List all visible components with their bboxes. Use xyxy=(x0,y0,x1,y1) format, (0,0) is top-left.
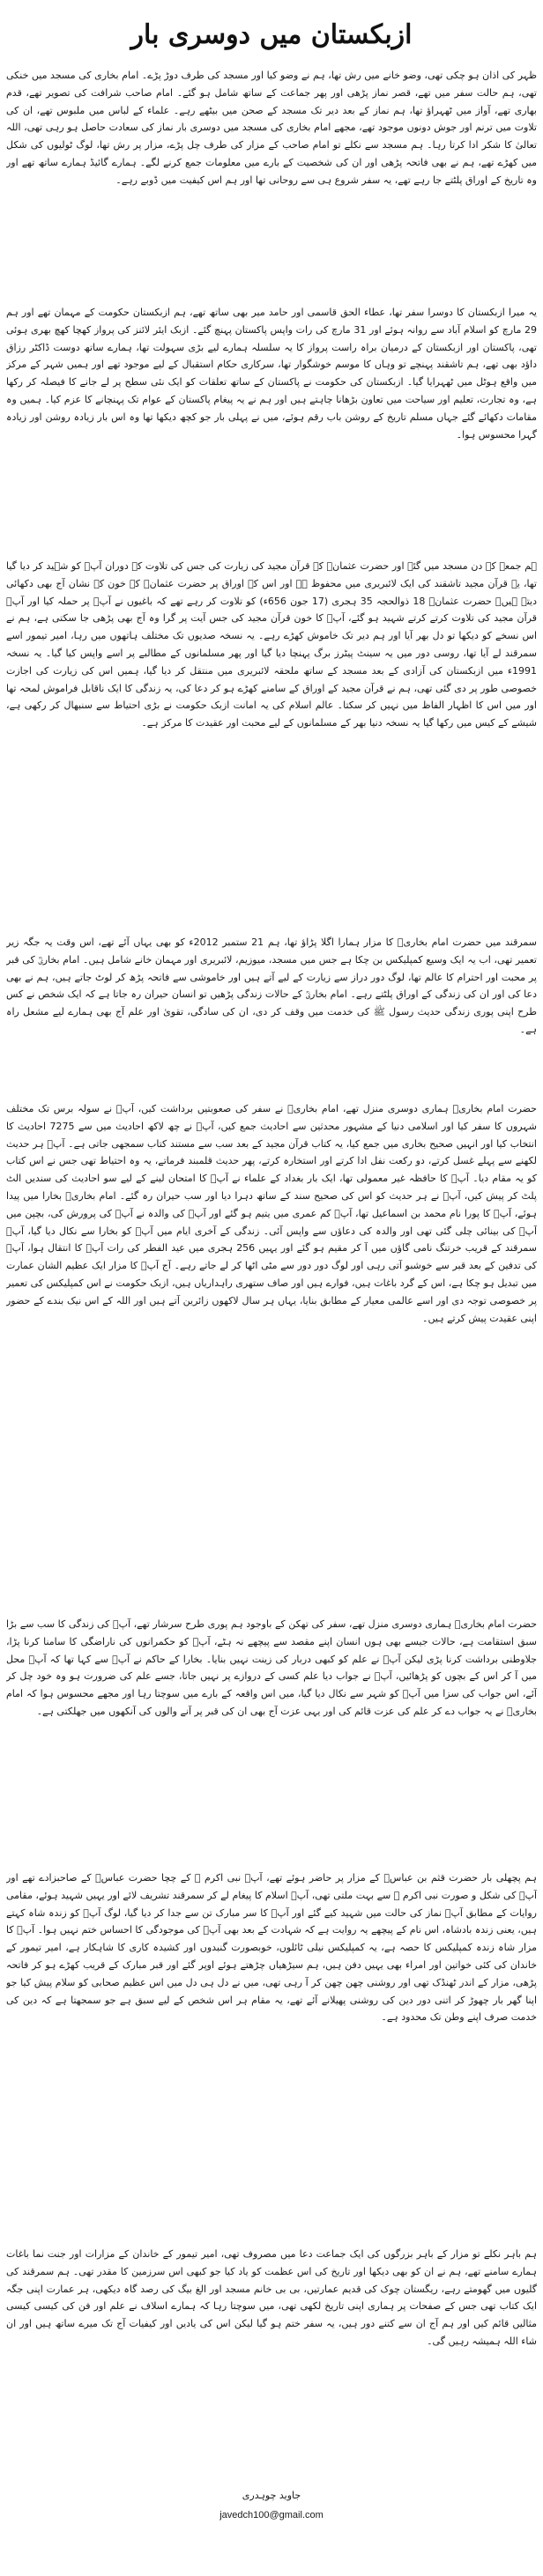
paragraph-gap xyxy=(6,1860,537,1869)
article-paragraph-6: حضرت امام بخاریؒ ہماری دوسری منزل تھے، سفر کی تھکن کے باوجود ہم پوری طرح سرشار تھے، آپؒ کی زندگی کا سب سے بڑا سبق استقامت ہے، حالات جیسے بھی ہوں انسان اپنے مقصد سے پیچھے نہ ہٹے، آپؒ کو حکمرانوں کی ناراضگی کا سامنا کرنا پڑا، جلاوطنی برداشت کرنا پڑی لیکن آپؒ نے علم کو کبھی دربار کی زینت نہیں بنایا۔ بخارا کے حاکم نے آپؒ سے کہا تھا کہ آپؒ محل میں آ کر اس کے بچوں کو پڑھائیں، آپؒ نے جواب دیا علم کسی کے دروازے پر نہیں جاتا، جسے علم کی ضرورت ہو وہ خود چل کر آئے، اس جواب کی سزا میں آپؒ کو شہر سے نکال دیا گیا، میں اس واقعہ کے بارے میں سوچتا رہا اور مجھے محسوس ہوا کہ امام بخاریؒ نے یہ جواب دے کر علم کی عزت قائم کی اور یہی عزت آج بھی ان کی قبر پر آنے والوں کی آنکھوں میں جھلکتی ہے۔ xyxy=(6,1618,537,1717)
article-title: ازبکستان میں دوسری بار xyxy=(130,19,413,50)
article-paragraph-8: ہم باہر نکلے تو مزار کے باہر بزرگوں کی ایک جماعت دعا میں مصروف تھی، امیر تیمور کے خاندان کے مزارات اور جنت نما باغات ہمارے سامنے تھے، ہم نے ان کو بھی دیکھا اور تاریخ کی اس عظمت کو یاد کیا جو کبھی اس سرزمین کا مقدر تھی۔ ہم سمرقند کی گلیوں میں گھومتے رہے، ریگستان چوک کی قدیم عمارتیں، بی بی خانم مسجد اور الغ بیگ کی رصد گاہ دیکھی، ہر عمارت اپنی جگہ ایک کتاب تھی جس کے صفحات پر ہماری اپنی تاریخ لکھی تھی، میں سوچتا رہا کہ ہمارے اسلاف نے علم اور فن کی کیسی کیسی مثالیں قائم کیں اور ہم آج ان سے کتنے دور ہیں، یہ سفر ختم ہو گیا لیکن اس کی یادیں اور کیفیات آج تک میرے ساتھ ہیں اور ان شاء اللہ ہمیشہ رہیں گی۔ xyxy=(6,2248,537,2347)
author-email: javedch100@gmail.com xyxy=(219,2510,324,2520)
article-paragraph-4: سمرقند میں حضرت امام بخاریؒ کا مزار ہمارا اگلا پڑاؤ تھا، ہم 21 ستمبر 2012ء کو بھی یہاں آئے تھے، اس وقت یہ جگہ زیر تعمیر تھی، اب یہ ایک وسیع کمپلیکس بن چکا ہے جس میں مسجد، میوزیم، لائبریری اور مہمان خانے شامل ہیں۔ امام بخاریؒ کی قبر پر محبت اور احترام کا عالم تھا، لوگ دور دراز سے زیارت کے لیے آتے ہیں اور خاموشی سے فاتحہ پڑھ کر لوٹ جاتے ہیں، ہم نے بھی دعا کی اور ان کی زندگی کے اوراق پلٹتے رہے۔ امام بخاریؒ کے حالات زندگی پڑھیں تو انسان حیران رہ جاتا ہے کہ ایک شخص نے کس طرح اپنی پوری زندگی حدیث رسول ﷺ کی خدمت میں وقف کر دی، ان کی سادگی، تقویٰ اور علم آج بھی ہمارے لیے مشعل راہ ہے۔ xyxy=(6,936,537,1035)
paragraph-gap xyxy=(6,2236,537,2246)
paragraph-gap xyxy=(6,1091,537,1100)
paragraph-gap xyxy=(6,294,537,304)
article-paragraph-5: حضرت امام بخاریؒ ہماری دوسری منزل تھے، امام بخاریؒ نے سفر کی صعوبتیں برداشت کیں، آپؒ نے سولہ برس تک مختلف شہروں کا سفر کیا اور اسلامی دنیا کے مشہور محدثین سے احادیث جمع کیں، آپؒ نے چھ لاکھ احادیث میں سے 7275 احادیث کا انتخاب کیا اور انہیں صحیح بخاری میں جمع کیا، یہ کتاب قرآن مجید کے بعد سب سے مستند کتاب سمجھی جاتی ہے۔ آپؒ ہر حدیث لکھنے سے پہلے غسل کرتے، دو رکعت نفل ادا کرتے اور استخارہ کرتے، پھر حدیث قلمبند فرماتے، یہ وہ احتیاط تھی جس نے اس کتاب کو یہ مقام دیا۔ آپؒ کا حافظہ غیر معمولی تھا، ایک بار بغداد کے علماء نے آپؒ کا امتحان لینے کے لیے سو احادیث کی سندیں الٹ پلٹ کر پیش کیں، آپؒ نے ہر حدیث کو اس کی صحیح سند کے ساتھ دہرا دیا اور سب حیران رہ گئے۔ امام بخاریؒ بخارا میں پیدا ہوئے، آپؒ کا پورا نام محمد بن اسماعیل تھا، آپؒ کم عمری میں یتیم ہو گئے اور آپؒ کی والدہ نے آپؒ کی پرورش کی، بچپن میں آپؒ کی بینائی چلی گئی تھی اور والدہ کی دعاؤں سے واپس آئی۔ زندگی کے آخری ایام میں آپؒ کو بخارا سے نکال دیا گیا، آپؒ سمرقند کے قریب خرتنگ نامی گاؤں میں آ کر مقیم ہو گئے اور یہیں 256 ہجری میں عید الفطر کی رات آپؒ کا انتقال ہوا، آپؒ کی تدفین کے بعد قبر سے خوشبو آتی رہی اور لوگ دور دور سے مٹی اٹھا کر لے جاتے رہے۔ آج آپؒ کا مزار ایک عظیم الشان عمارت میں تبدیل ہو چکا ہے، اس کے گرد باغات ہیں، فوارے ہیں اور صاف ستھری راہداریاں ہیں، ازبک حکومت نے اس کمپلیکس کی تعمیر پر خصوصی توجہ دی اور اسے عالمی معیار کے مطابق بنایا، یہاں ہر سال لاکھوں زائرین آتے ہیں اور اللہ کے اس نیک بندے کے حضور اپنی عقیدت پیش کرتے ہیں۔ xyxy=(6,1103,537,1324)
article-body xyxy=(6,67,537,2473)
author-name: جاوید چوہدری xyxy=(242,2490,301,2501)
paragraph-gap xyxy=(6,1606,537,1616)
article-paragraph-3: ہم جمعہ کے دن مسجد میں گئے اور حضرت عثمانؓ کے قرآن مجید کی زیارت کی جس کی تلاوت کے دوران آپؓ کو شہید کر دیا گیا تھا، یہ قرآن مجید تاشقند کی ایک لائبریری میں محفوظ ہے اور اس کے اوراق پر حضرت عثمانؓ کے خون کے نشان آج بھی دکھائی دیتے ہیں۔ حضرت عثمانؓ 18 ذوالحجہ 35 ہجری (17 جون 656ء) کو تلاوت کر رہے تھے کہ باغیوں نے آپؓ پر حملہ کیا اور آپؓ قرآن مجید کی تلاوت کرتے کرتے شہید ہو گئے، آپؓ کا خون قرآن مجید کی جس آیت پر گرا وہ آج بھی پڑھی جا سکتی ہے، ہم نے اس نسخے کو دیکھا تو دل بھر آیا اور ہم دیر تک خاموش کھڑے رہے۔ یہ نسخہ صدیوں تک مختلف ہاتھوں میں رہا، امیر تیمور اسے سمرقند لے آیا تھا، روسی دور میں یہ سینٹ پیٹرز برگ پہنچا دیا گیا اور پھر مسلمانوں کے مطالبے پر اسے واپس کیا گیا۔ یہ نسخہ 1991ء میں ازبکستان کی آزادی کے بعد مسجد کے ساتھ ملحقہ لائبریری میں منتقل کر دیا گیا، ہمیں اس کی زیارت کی اجازت خصوصی طور پر دی گئی تھی، ہم نے قرآن مجید کے اوراق کے سامنے کھڑے ہو کر دعا کی، یہ زندگی کا ایک ناقابل فراموش لمحہ تھا اور میں اس کا اظہار الفاظ میں نہیں کر سکتا۔ عالم اسلام کی یہ امانت ازبک حکومت نے بڑی احتیاط سے سنبھال کر رکھی ہے، شیشے کے کیس میں رکھا گیا یہ نسخہ دنیا بھر کے مسلمانوں کے لیے محبت اور عقیدت کا مرکز ہے۔ xyxy=(6,560,537,729)
article-paragraph-2: یہ میرا ازبکستان کا دوسرا سفر تھا، عطاء الحق قاسمی اور حامد میر بھی ساتھ تھے، ہم ازبکستان حکومت کے مہمان تھے اور ہم 29 مارچ کو اسلام آباد سے روانہ ہوئے اور 31 مارچ کی رات واپس پاکستان پہنچ گئے۔ ازبک ایئر لائنز کی پرواز کھچا کھچ بھری ہوئی تھی، پاکستان اور ازبکستان کے درمیان براہ راست پرواز کا یہ سلسلہ ہمارے لیے بڑی سہولت تھا، ہمارے ساتھ دوست ڈاکٹر رزاق داؤد بھی تھے، ہم تاشقند پہنچے تو وہاں کا موسم خوشگوار تھا، سرکاری حکام استقبال کے لیے موجود تھے اور ہمیں شہر کے مرکز میں واقع ہوٹل میں ٹھہرایا گیا۔ ازبکستان کی حکومت نے پاکستان کے ساتھ تعلقات کو ایک نئی سطح پر لے جانے کا فیصلہ کر رکھا ہے، وہ تجارت، تعلیم اور سیاحت میں تعاون بڑھانا چاہتے ہیں اور ہم نے یہ پیغام پاکستان کے عوام تک پہنچانے کا عزم کیا۔ ہمیں وہ مقامات دکھائے گئے جہاں مسلم تاریخ کے روشن باب رقم ہوئے، میں نے پہلی بار جو کچھ دیکھا تھا وہ اس بار زیادہ روشن اور زیادہ گہرا محسوس ہوا۔ xyxy=(6,307,537,440)
article-paragraph-1: ظہر کی اذان ہو چکی تھی، وضو خانے میں رش تھا، ہم نے وضو کیا اور مسجد کی طرف دوڑ پڑے۔ امام بخاری کی مسجد میں خنکی تھی، ہم حالت سفر میں تھے، قصر نماز پڑھی اور پھر جماعت کے ساتھ شامل ہو گئے۔ امام صاحب شرافت کی تصویر تھے، قدم بھاری تھے، آواز میں ٹھہراؤ تھا، ہم نماز کے بعد دیر تک مسجد کے صحن میں بیٹھے رہے۔ علماء کے لباس میں ملبوس تھے، ان کی تلاوت میں ترنم اور جوش دونوں موجود تھے، مجھے امام بخاری کی مسجد میں دوسری بار نماز کی سعادت حاصل ہو رہی تھی، اللہ تعالیٰ کا شکر ادا کرتا رہا۔ ہم مسجد سے نکلے تو امام صاحب کے مزار کی طرف چل پڑے، مزار پر رش تھا، لوگ ٹولیوں کی شکل میں کھڑے تھے، ہم نے بھی فاتحہ پڑھی اور ان کی شخصیت کے بارے میں معلومات جمع کرنے لگے۔ ہمارے گائیڈ ہمارے ساتھ تھے اور وہ تاریخ کے اوراق پلٹتے جا رہے تھے، یہ سفر شروع ہی سے روحانی تھا اور ہم اس کیفیت میں ڈوبے رہے۔ xyxy=(6,70,537,186)
paragraph-gap xyxy=(6,924,537,934)
article-paragraph-7: ہم پچھلی بار حضرت قثم بن عباسؓ کے مزار پر حاضر ہوئے تھے، آپؓ نبی اکرم ﷺ کے چچا حضرت عباسؓ کے صاحبزادے تھے اور آپؓ کی شکل و صورت نبی اکرم ﷺ سے بہت ملتی تھی، آپؓ اسلام کا پیغام لے کر سمرقند تشریف لائے اور یہیں شہید ہوئے، مقامی روایات کے مطابق آپؓ نماز کی حالت میں شہید کیے گئے اور آپؓ کا سر مبارک تن سے جدا کر دیا گیا، لوگ آپؓ کو زندہ شاہ کہتے ہیں، یعنی زندہ بادشاہ، اس نام کے پیچھے یہ روایت ہے کہ شہادت کے بعد بھی آپؓ کی موجودگی کا احساس ختم نہیں ہوا۔ آپؓ کا مزار شاہ زندہ کمپلیکس کا حصہ ہے، یہ کمپلیکس نیلی ٹائلوں، خوبصورت گنبدوں اور کشیدہ کاری کا شاہکار ہے، امیر تیمور کے خاندان کی کئی خواتین اور امراء بھی یہیں دفن ہیں، ہم سیڑھیاں چڑھتے ہوئے اوپر گئے اور قبر مبارک کے قریب کھڑے ہو کر فاتحہ پڑھی، مزار کے اندر ٹھنڈک تھی اور روشنی چھن چھن کر آ رہی تھی، میں نے دل ہی دل میں اس عظیم صحابی کو سلام پیش کیا جو اپنا گھر بار چھوڑ کر اتنی دور دین کی روشنی پھیلانے آئے تھے، یہ مقام ہر اس شخص کے لیے سبق ہے جو سمجھتا ہے کہ دین کی خدمت صرف اپنے وطن تک محدود ہے۔ xyxy=(6,1872,537,2024)
paragraph-gap xyxy=(6,548,537,558)
